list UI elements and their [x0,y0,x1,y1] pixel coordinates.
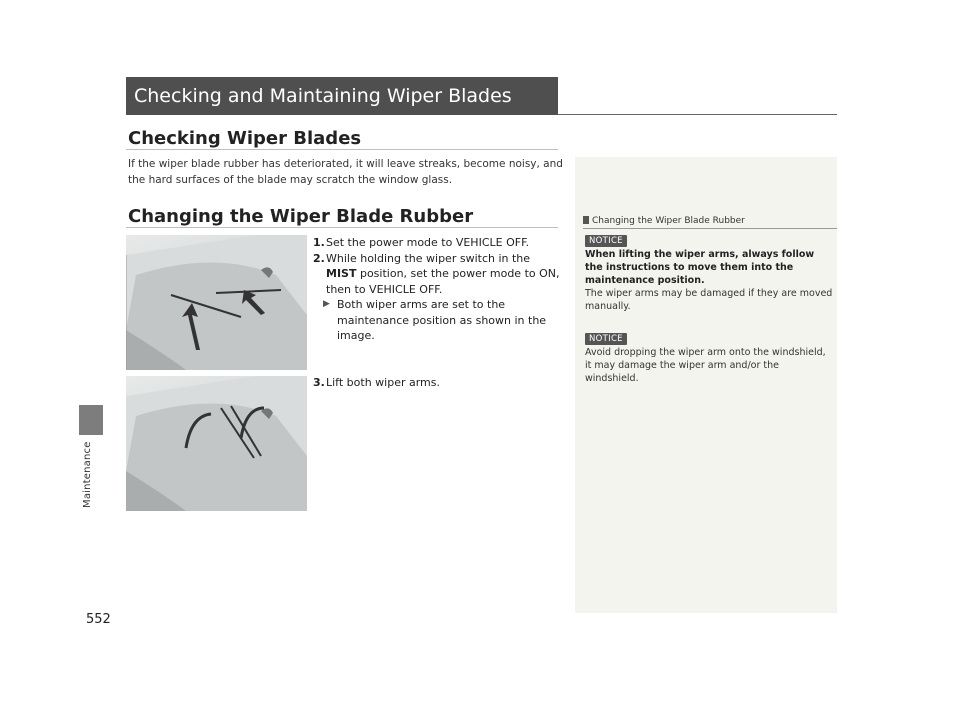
step-text: While holding the wiper switch in the [326,251,531,265]
notice-badge: NOTICE [585,235,627,247]
notice-1-text [585,248,833,313]
heading-rule [126,149,558,150]
step-number: 3. [313,375,325,389]
sidebar-rule [583,228,837,229]
step-text: Lift both wiper arms. [326,375,441,389]
banner-rule [558,114,837,115]
mist-position-label: MIST [326,267,357,280]
step-2-result [313,297,563,344]
sidebar-heading [583,216,745,226]
step-number: 1. [313,236,325,249]
page-title: Checking and Maintaining Wiper Blades [134,85,512,107]
sidebar-heading-text: Changing the Wiper Blade Rubber [592,216,745,226]
windshield-illustration [126,235,307,370]
step-number: 2. [313,251,325,265]
step-text: position, set the power mode to ON, then to VEHICLE OFF. [326,267,560,296]
heading-rule [126,227,558,228]
step-1 [313,235,563,251]
notice-badge: NOTICE [585,333,627,345]
step-text: Set the power mode to VEHICLE OFF. [326,236,530,249]
step-3 [313,375,563,391]
result-arrow-icon: ▶ [323,299,330,309]
notice-1-bold: When lifting the wiper arms, always follow the instructions to move them into the maintenance position. [585,249,815,286]
step-2 [313,251,563,298]
wiper-maintenance-position-image [126,235,307,370]
reference-marker-icon [583,216,589,224]
heading-checking-wiper-blades: Checking Wiper Blades [128,128,362,149]
page-number: 552 [86,612,111,627]
windshield-illustration [126,376,307,511]
wiper-arms-lifted-image [126,376,307,511]
steps-list [313,235,563,390]
notice-1-detail: The wiper arms may be damaged if they are moved manually. [585,288,833,312]
result-text: Both wiper arms are set to the maintenance position as shown in the image. [337,298,547,342]
section-banner [126,77,558,115]
section-tab-marker [79,405,103,435]
heading-changing-wiper-blade-rubber: Changing the Wiper Blade Rubber [128,206,474,227]
notes-sidebar [575,157,837,613]
section-label: Maintenance [82,441,93,508]
intro-paragraph: If the wiper blade rubber has deteriorated, it will leave streaks, become noisy, and the hard surfaces of the blade may scratch the window glass. [128,158,563,186]
notice-2-text: Avoid dropping the wiper arm onto the windshield, it may damage the wiper arm and/or the windshield. [585,347,826,384]
